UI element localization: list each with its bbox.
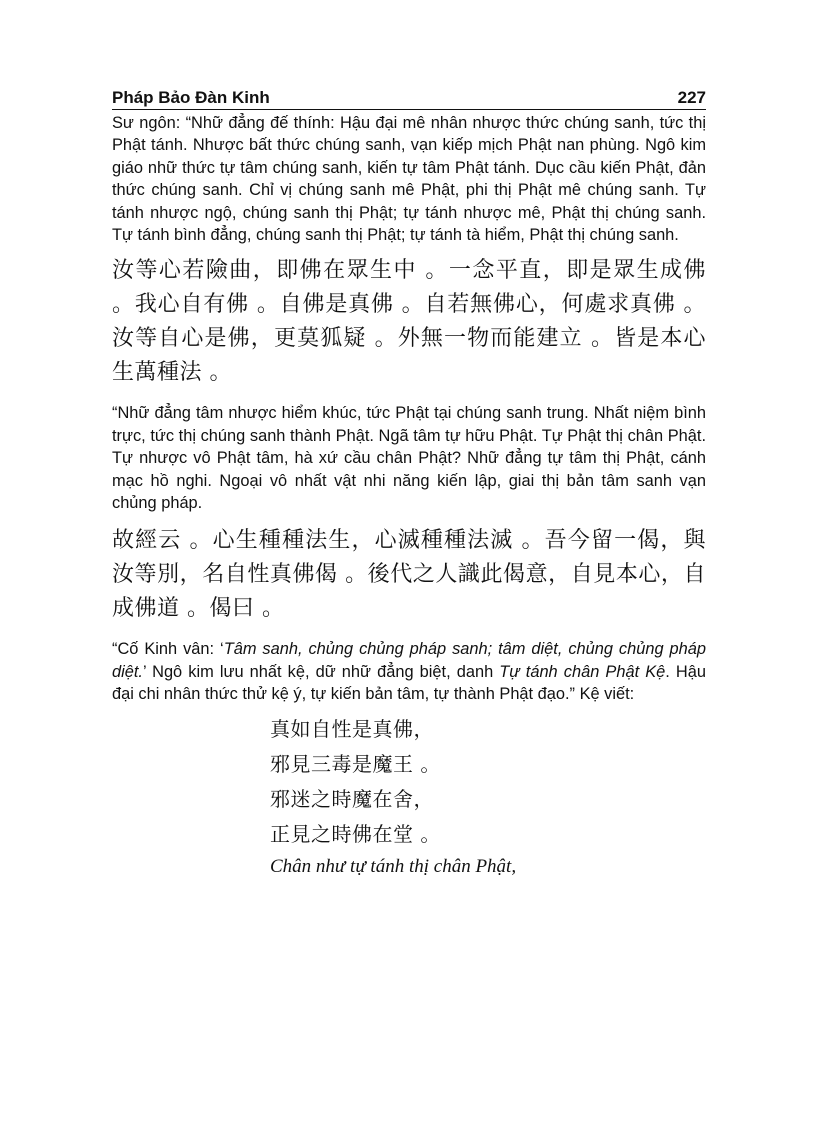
p3-quote-italic: Tâm sanh, chủng chủng pháp sanh; tâm diệt, chủng chủng pháp diệt. (112, 640, 707, 681)
p3-text-e: . Hậu đại chi nhân thức thử kệ ý, tự kiến bản tâm, tự thành Phật đạo.” Kệ viết: (112, 662, 706, 704)
verse-line-chinese: 邪迷之時魔在舍， (270, 786, 434, 811)
p3-text-a: “Cố Kinh vân: ‘ (112, 640, 224, 659)
paragraph-2-chinese: 汝等心若險曲，即佛在眾生中 。一念平直，即是眾生成佛 。我心自有佛 。自佛是真佛 。自若無佛心，何處求真佛 。汝等自心是佛，更莫狐疑 。外無一物而能建立 。皆是本心生萬種法 。 (112, 258, 706, 386)
paragraph-1-vietnamese: Sư ngôn: “Nhữ đẳng đế thính: Hậu đại mê nhân nhược thức chúng sanh, tức thị Phật tánh. Nhược bất thức chúng sanh, vạn kiếp mịch Phật nan phùng. Ngô kim giáo nhữ thức tự tâm chúng sanh, kiến tự tâm Phật tánh. Dục cầu kiến Phật, đản thức chúng sanh. Chỉ vị chúng sanh mê Phật, phi thị Phật mê chúng sanh. Tự tánh nhược ngộ, chúng sanh thị Phật; tự tánh nhược mê, Phật thị chúng sanh. Tự tánh bình đẳng, chúng sanh thị Phật; tự tánh tà hiểm, Phật thị chúng sanh. (112, 114, 706, 245)
verse-block (270, 712, 706, 882)
running-header (112, 88, 706, 110)
verse-line-chinese: 正見之時佛在堂 。 (270, 821, 441, 846)
paragraph-2-vietnamese: “Nhữ đẳng tâm nhược hiểm khúc, tức Phật tại chúng sanh trung. Nhất niệm bình trực, tức thị chúng sanh thành Phật. Ngã tâm tự hữu Phật. Tự Phật thị chân Phật. Tự nhược vô Phật tâm, hà xứ cầu chân Phật? Nhữ đẳng tự tâm thị Phật, cánh mạc hồ nghi. Ngoại vô nhất vật nhi năng kiến lập, giai thị bản tâm sanh vạn chủng pháp. (112, 404, 706, 513)
page-number: 227 (677, 88, 706, 107)
verse-line-chinese: 真如自性是真佛， (270, 716, 434, 741)
verse-line-vietnamese: Chân như tự tánh thị chân Phật, (270, 855, 517, 877)
book-page (112, 88, 706, 882)
verse-line-chinese: 邪見三毒是魔王 。 (270, 751, 441, 776)
paragraph-3-chinese: 故經云 。心生種種法生，心滅種種法滅 。吾今留一偈，與汝等別，名自性真佛偈 。後代之人識此偈意，自見本心，自成佛道 。偈曰 。 (112, 528, 706, 622)
p3-text-c: ’ Ngô kim lưu nhất kệ, dữ nhữ đẳng biệt, danh (142, 662, 500, 681)
paragraph-3-vietnamese (112, 638, 706, 705)
p3-verse-title-italic: Tự tánh chân Phật Kệ (499, 662, 666, 681)
book-title: Pháp Bảo Đàn Kinh (112, 88, 270, 107)
